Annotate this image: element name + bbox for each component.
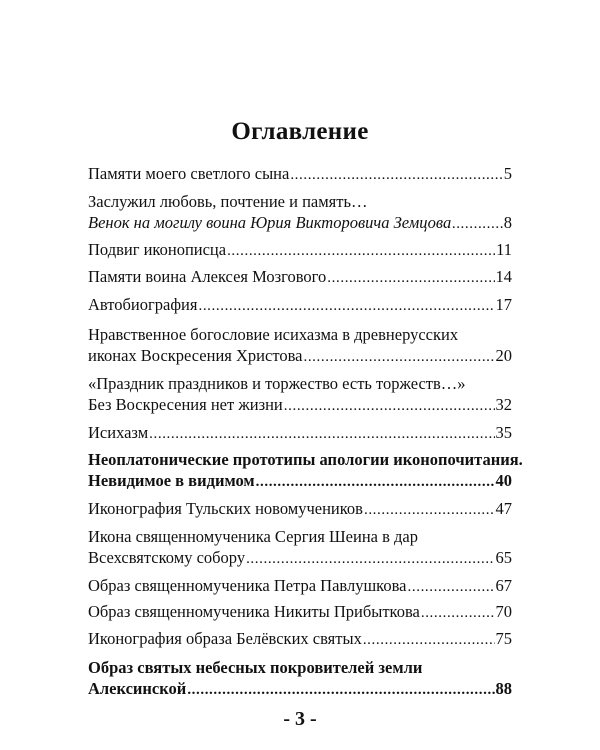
toc-entry-title: Нравственное богословие исихазма в древнерусских — [88, 325, 459, 344]
toc-entry-title: Исихазм — [88, 423, 149, 442]
dot-leader — [363, 630, 495, 651]
toc-entry — [88, 422, 512, 445]
toc-entry-page: 32 — [495, 395, 512, 414]
toc-entry-page: 67 — [495, 576, 512, 595]
toc-entry-title-cont: Без Воскресения нет жизни — [88, 395, 283, 414]
toc-entry-page: 8 — [503, 213, 512, 232]
toc-entry-page: 47 — [495, 499, 512, 518]
dot-leader — [303, 347, 494, 368]
dot-leader — [187, 680, 494, 701]
toc-entry-title: Автобиография — [88, 295, 198, 314]
toc-entry-title-cont: иконах Воскресения Христова — [88, 346, 303, 365]
toc-entry-title: «Праздник праздников и торжество есть торжеств…» — [88, 374, 466, 393]
toc-entry-page: 75 — [495, 629, 512, 648]
toc-entry-page: 65 — [495, 548, 512, 567]
toc-entry-subtitle: Венок на могилу воина Юрия Викторовича Земцова — [88, 213, 452, 232]
toc-entry — [88, 449, 523, 493]
dot-leader — [198, 296, 494, 317]
toc-entry-title-cont: Невидимое в видимом — [88, 471, 255, 490]
toc-entry-title: Образ святых небесных покровителей земли — [88, 658, 423, 677]
toc-entry-title: Памяти воина Алексея Мозгового — [88, 267, 327, 286]
toc-entry-title-cont: Алексинской — [88, 679, 187, 698]
toc-entry — [88, 657, 512, 701]
toc-entry-page: 70 — [495, 602, 512, 621]
toc-entry — [88, 526, 512, 570]
toc-entry-title: Неоплатонические прототипы апологии иконопочитания. — [88, 450, 523, 469]
toc-entry-title: Заслужил любовь, почтение и память… — [88, 192, 368, 211]
dot-leader — [421, 603, 495, 624]
toc-entry-title: Иконография образа Белёвских святых — [88, 629, 362, 648]
toc-entry-title: Иконография Тульских новомучеников — [88, 499, 363, 518]
dot-leader — [246, 549, 494, 570]
toc-entry-title: Подвиг иконописца — [88, 240, 227, 259]
toc-title: Оглавление — [231, 118, 369, 145]
toc-entry-page: 17 — [495, 295, 512, 314]
toc-entry — [88, 628, 512, 651]
dot-leader — [364, 500, 495, 521]
toc-entry-page: 40 — [495, 471, 512, 490]
toc-entry-title: Образ священномученика Никиты Прибыткова — [88, 602, 420, 621]
toc-entry-page: 20 — [495, 346, 512, 365]
toc-entry — [88, 294, 512, 317]
page-number: - 3 - — [283, 708, 317, 730]
toc-entry — [88, 163, 512, 186]
dot-leader — [327, 268, 494, 289]
dot-leader — [408, 577, 495, 598]
dot-leader — [149, 424, 494, 445]
toc-entry-page: 88 — [495, 679, 512, 698]
dot-leader — [284, 396, 495, 417]
toc-entry — [88, 373, 512, 417]
dot-leader — [227, 241, 495, 262]
toc-entry-title: Икона священномученика Сергия Шеина в дар — [88, 527, 418, 546]
toc-entry-page: 14 — [495, 267, 512, 286]
dot-leader — [290, 165, 502, 186]
toc-entry — [88, 324, 512, 368]
toc-entry — [88, 266, 512, 289]
toc-entry-title: Памяти моего светлого сына — [88, 164, 290, 183]
toc-entry-title: Образ священномученика Петра Павлушкова — [88, 576, 407, 595]
dot-leader — [256, 472, 495, 493]
dot-leader — [452, 214, 503, 235]
toc-entry-page: 11 — [496, 240, 512, 259]
toc-entry — [88, 498, 512, 521]
toc-entry-page: 35 — [495, 423, 512, 442]
toc-entry-page: 5 — [503, 164, 512, 183]
toc-entry — [88, 239, 512, 262]
toc-entry — [88, 575, 512, 598]
toc-entry-title-cont: Всехсвятскому собору — [88, 548, 246, 567]
toc-entry — [88, 601, 512, 624]
toc-entry — [88, 191, 512, 235]
